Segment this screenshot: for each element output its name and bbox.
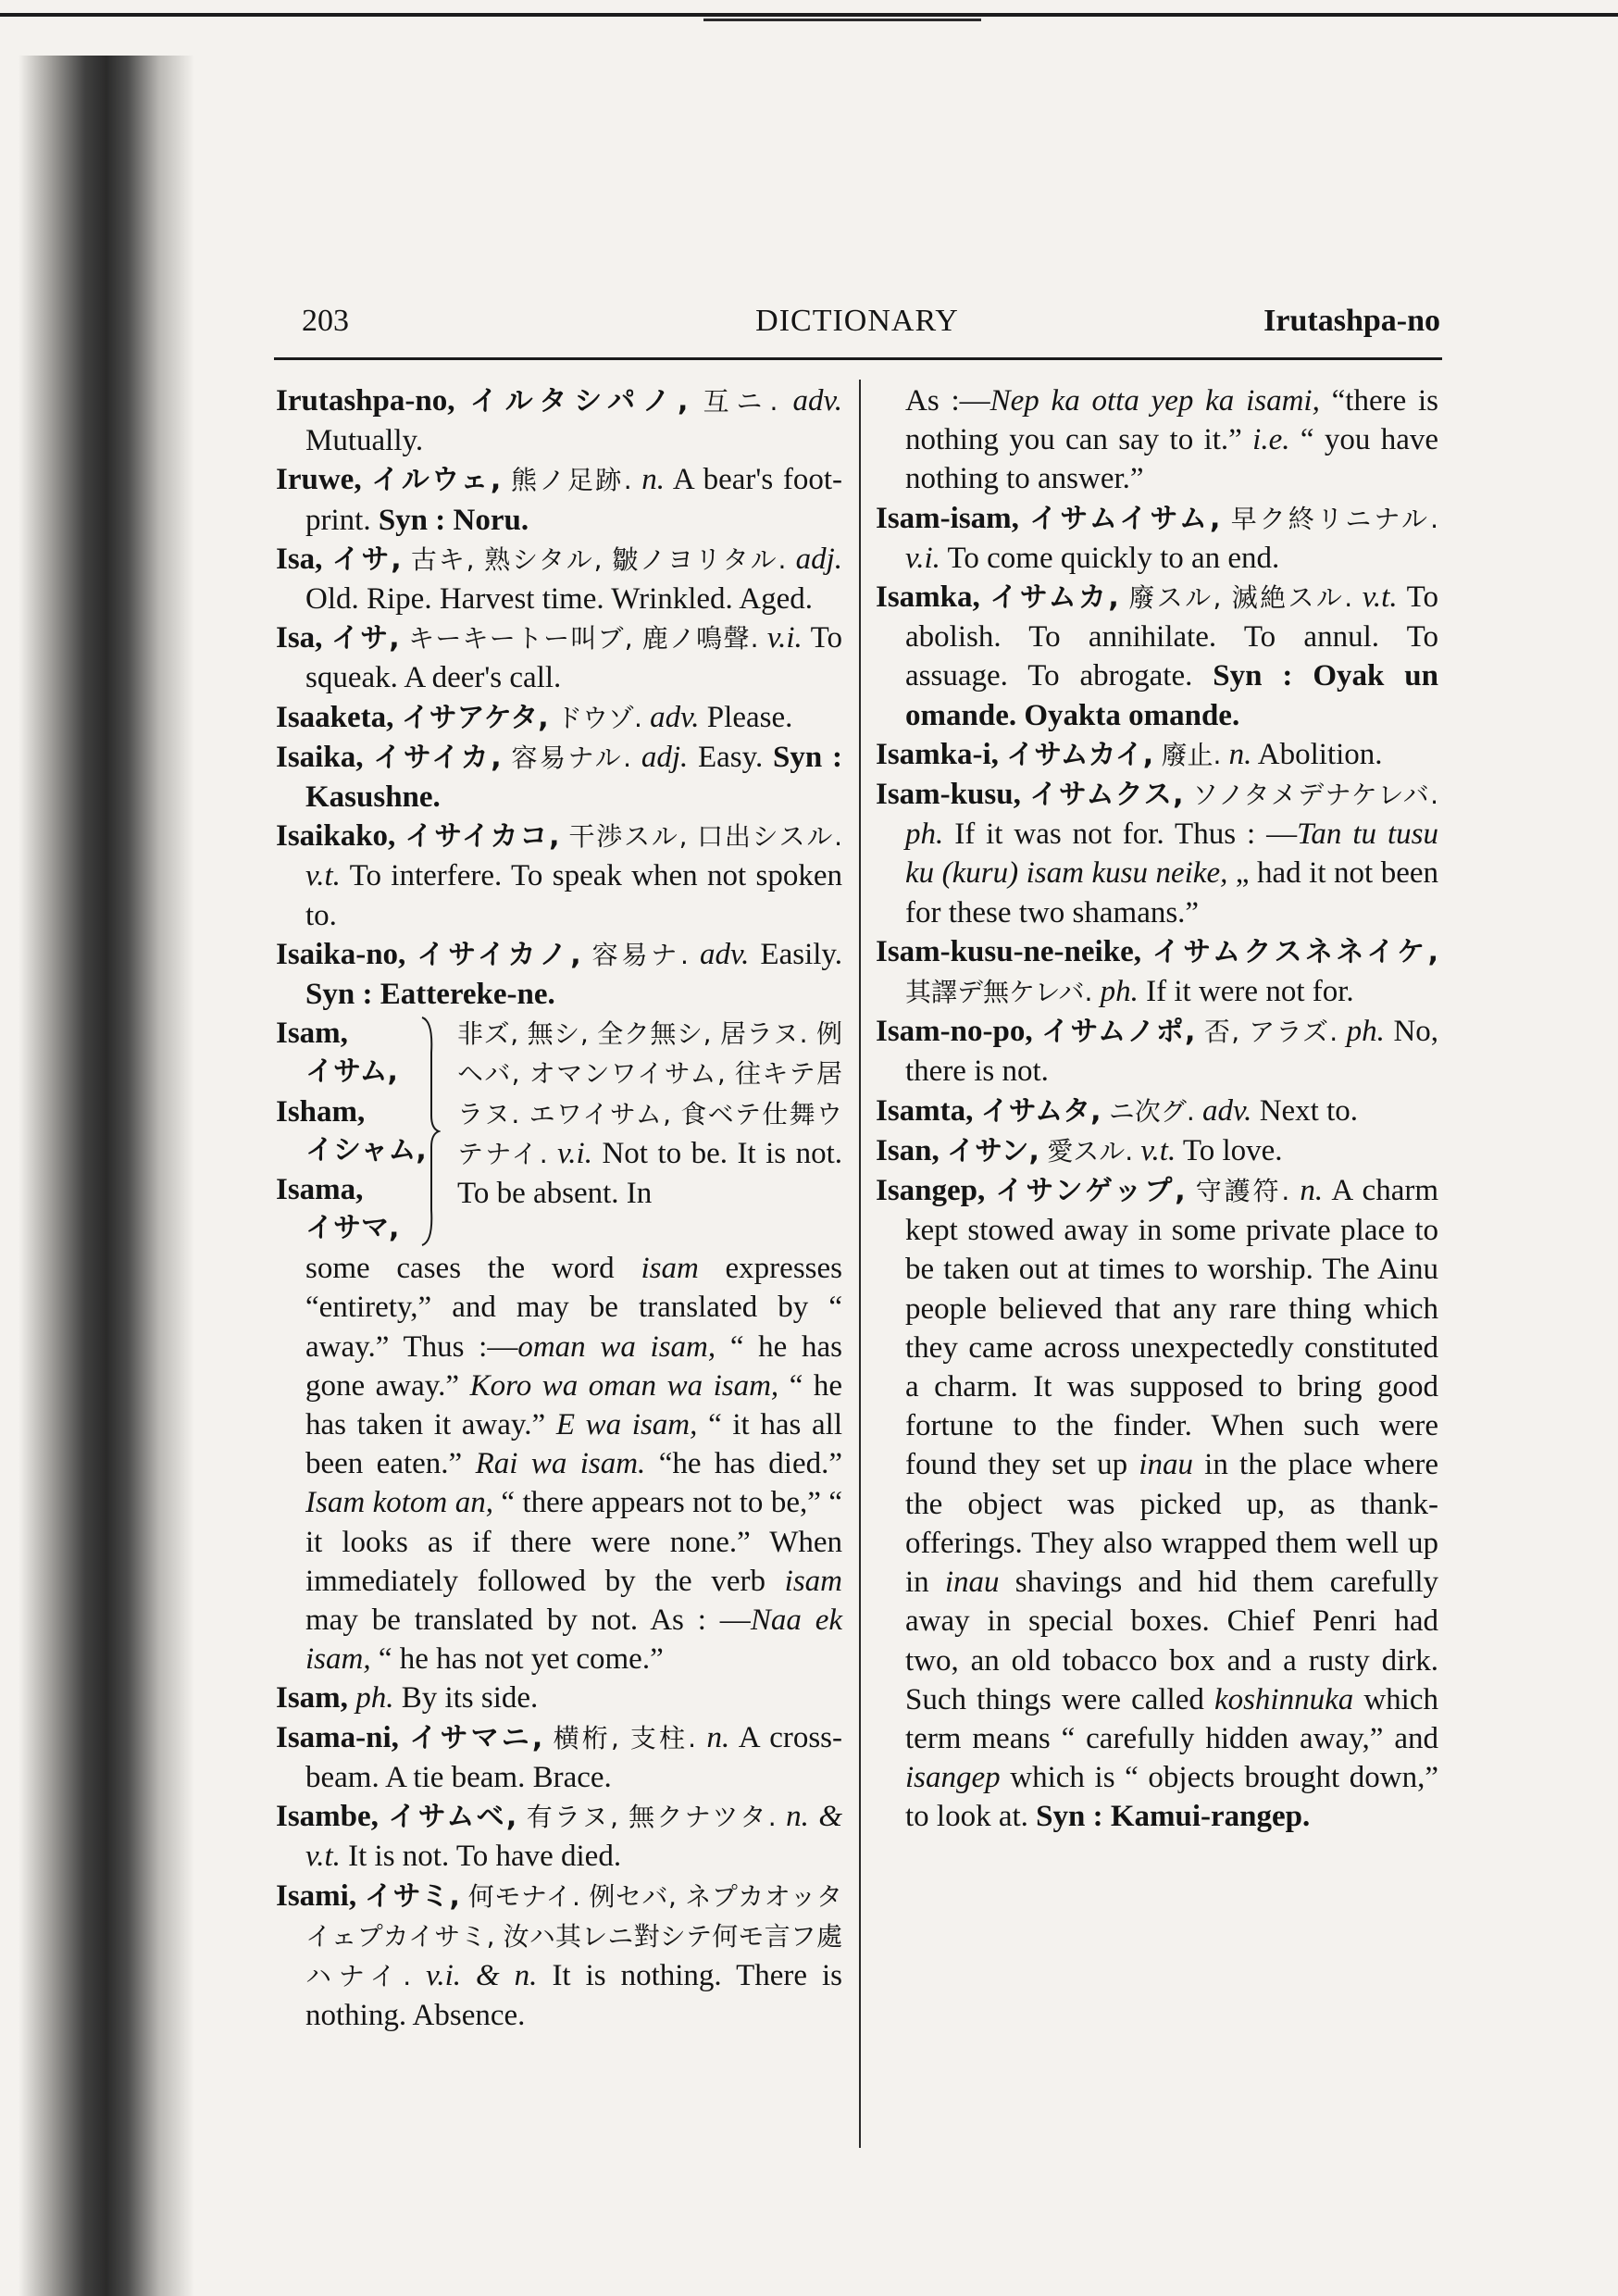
part-of-speech: ph. (355, 1681, 394, 1716)
headword: Isama-ni, (276, 1720, 399, 1754)
headword: Isamta, (876, 1093, 974, 1128)
part-of-speech: n. (1228, 737, 1252, 771)
japanese-gloss: ドウゾ. (555, 702, 642, 733)
top-edge-rule-fragment (703, 19, 981, 21)
example: Naa ek isam, (305, 1603, 842, 1677)
definition: It is not. To have died. (348, 1840, 622, 1874)
part-of-speech: ph. (905, 817, 944, 852)
entry-isam-continuation (276, 1249, 842, 1678)
example: Isam kotom an, (305, 1486, 493, 1520)
japanese-gloss: ソノタメデナケレバ. (1192, 780, 1439, 811)
entry-isaika-no (276, 935, 842, 1014)
definition: in the place where the object was picked up, as thank-offerings. They also wrapped them well up in (905, 1448, 1438, 1600)
synonym: Eattereke-ne. (380, 978, 555, 1012)
kana: イサムクスネネイケ, (1151, 935, 1438, 968)
entry-isami-continuation (876, 381, 1438, 499)
headword: Isam-kusu, (876, 778, 1021, 812)
definition: which is “ objects brought down,” to look at. (905, 1761, 1438, 1834)
entry-isam-kusu (876, 775, 1438, 932)
japanese-gloss: 古キ, 熟シタル, 皺ノヨリタル. (410, 543, 787, 575)
headword: Isaika-no, (276, 937, 406, 971)
example: Tan tu tusu ku (kuru) isam kusu neike, (905, 817, 1438, 891)
entry-isam-kusu-ne-neike (876, 932, 1438, 1012)
definition: A charm kept stowed away in some private place to be taken out at times to worship. The Ainu people believed that any rare thing which they came across unexpectedly constituted a charm. It was supposed to bring good fortune to the finder. When such were found they set up (905, 1174, 1438, 1482)
text: “ it has all been eaten.” (305, 1408, 843, 1481)
example: Rai wa isam. (475, 1447, 646, 1481)
synonym: Kasushne. (305, 780, 441, 815)
example: E wa isam, (555, 1408, 698, 1442)
kana: イサ, (330, 622, 400, 655)
part-of-speech: ph. (1346, 1015, 1385, 1049)
japanese-gloss: 否, アラズ. (1203, 1017, 1338, 1048)
grouped-headwords (276, 1014, 433, 1248)
definition: To squeak. A deer's call. (305, 621, 843, 695)
headword: Isamka-i, (876, 737, 999, 771)
definition: Not to be. It is not. To be absent. In (457, 1136, 843, 1211)
kana: イサミ, (364, 1879, 460, 1913)
definition: Mutually. (305, 424, 424, 458)
part-of-speech: v.t. (305, 859, 341, 893)
japanese-gloss: 熊ノ足跡. (510, 465, 632, 496)
text: may be translated by not. As : — (305, 1603, 751, 1638)
part-of-speech: adj. (641, 740, 689, 774)
headword: Isam, (276, 1017, 348, 1051)
kana: イサ, (331, 543, 402, 576)
example: Koro wa oman wa isam, (469, 1368, 779, 1403)
text: “he has died.” (645, 1447, 842, 1481)
japanese-gloss: 其譯デ無ケレバ. (905, 977, 1093, 1008)
definition: Please. (706, 700, 793, 734)
entry-isam-isam (876, 499, 1438, 578)
definition: which term means “ carefully hidden away,” and (905, 1682, 1438, 1755)
synonym: Oyak un omande. Oyakta omande. (905, 659, 1439, 732)
definition: To interfere. To speak when not spoken to. (305, 859, 842, 932)
headword: Isamka, (876, 580, 980, 615)
entry-isamka (876, 578, 1438, 735)
headword: Isangep, (876, 1174, 986, 1208)
headword: Isambe, (276, 1800, 379, 1834)
entry-isaaketa (276, 698, 842, 738)
catchword: Irutashpa-no (1263, 304, 1440, 338)
text: “ he has not yet come.” (370, 1642, 664, 1677)
synonym-label: Syn : (305, 978, 373, 1012)
entry-isa-old (276, 540, 842, 618)
headword: Isama, (276, 1173, 364, 1206)
japanese-gloss: 容易ナル. (511, 742, 632, 773)
japanese-gloss: 横桁, 支柱. (553, 1722, 697, 1753)
example: isam (641, 1252, 699, 1286)
japanese-gloss: 廢止. (1161, 739, 1222, 770)
definition: Next to. (1259, 1093, 1359, 1128)
page-header (274, 296, 1440, 352)
headword: Isaaketa, (276, 700, 394, 734)
headword: Isham, (276, 1094, 366, 1129)
part-of-speech: adv. (792, 384, 842, 418)
headword: Irutashpa-no, (276, 384, 455, 418)
definition: Old. Ripe. Harvest time. Wrinkled. Aged. (305, 582, 813, 617)
kana: イサムカ, (989, 581, 1119, 615)
left-column (276, 381, 842, 2035)
definition: A cross-beam. A tie beam. Brace. (305, 1720, 843, 1794)
definition: A bear's foot-print. (305, 463, 843, 537)
text: some cases the word (305, 1252, 641, 1286)
definition: It is nothing. There is nothing. Absence. (305, 1958, 843, 2033)
japanese-gloss: ニ次グ. (1108, 1095, 1195, 1127)
kana: イサムタ, (980, 1094, 1101, 1128)
kana: イルウェ, (371, 464, 502, 497)
kana: イサムクス, (1029, 779, 1184, 812)
example: koshinnuka (1214, 1682, 1354, 1716)
entry-group-isam (276, 1014, 842, 1249)
example: oman wa isam, (517, 1329, 716, 1364)
running-head: DICTIONARY (755, 304, 959, 338)
entry-isa-squeak (276, 618, 842, 697)
japanese-gloss: キーキートー叫ブ, 鹿ノ鳴聲. (408, 623, 759, 655)
japanese-gloss: 守護符. (1195, 1176, 1290, 1207)
kana: イサマニ, (409, 1721, 543, 1754)
text: “ he has taken it away.” (305, 1368, 843, 1442)
definition: „ had it not been for these two shamans.” (905, 856, 1439, 930)
japanese-gloss: 愛スル. (1047, 1135, 1134, 1167)
definition: To come quickly to an end. (947, 541, 1280, 575)
kana: イルタシパノ, (469, 385, 689, 418)
kana: イサイカノ, (417, 938, 581, 971)
definition: To abolish. To annihilate. To annul. To assuage. To abrogate. (905, 580, 1438, 693)
example: inau (944, 1566, 1000, 1600)
grouping-brace (418, 1016, 441, 1247)
synonym-label: Syn : (773, 740, 842, 774)
part-of-speech: v.i. (766, 621, 803, 655)
entry-isamka-i (876, 735, 1438, 775)
kana: イサムノポ, (1041, 1016, 1196, 1049)
synonym: Noru. (453, 503, 529, 537)
part-of-speech: v.t. (1362, 580, 1398, 615)
headword: Isam, (276, 1681, 348, 1716)
definition: If it was not for. Thus : — (954, 817, 1298, 852)
entry-isama-ni (276, 1718, 842, 1797)
japanese-gloss: 容易ナ. (591, 939, 689, 970)
headword: Isaikako, (276, 819, 396, 854)
top-edge-rule (0, 13, 1618, 17)
entry-isaika (276, 738, 842, 817)
kana: イサンゲップ, (995, 1175, 1186, 1208)
example: Nep ka otta yep ka isami, (989, 384, 1320, 418)
kana: イサン, (947, 1134, 1039, 1167)
part-of-speech: ph. (1100, 975, 1139, 1009)
japanese-gloss: 非ズ, 無シ, 全ク無シ, 居ラヌ. 例ヘバ, オマンワイサム, 往キテ居ラヌ. エワイサム, 食ベテ仕舞ウテナイ. (457, 1018, 842, 1169)
part-of-speech: adj. (795, 542, 843, 576)
headword: Iruwe, (276, 463, 362, 497)
headword: Isan, (876, 1133, 940, 1167)
page-binding-shadow (19, 56, 194, 2296)
part-of-speech: n. (641, 463, 666, 497)
headword: Isam-no-po, (876, 1015, 1033, 1049)
part-of-speech: adv. (1201, 1093, 1252, 1128)
japanese-gloss: 干渉スル, 口出シスル. (568, 821, 843, 853)
part-of-speech: adv. (699, 937, 750, 971)
example: isangep (905, 1761, 1001, 1795)
text: “ he has gone away.” (305, 1329, 842, 1403)
part-of-speech: n. & v.t. (305, 1800, 843, 1874)
definition: shavings and hid them carefully away in special boxes. Chief Penri had two, an old tobacco box and a rusty dirk. Such things were called (905, 1566, 1438, 1716)
entry-isangep (876, 1171, 1438, 1836)
kana: イサイカ, (373, 741, 502, 774)
kana: イサマ, (305, 1212, 400, 1245)
definition: To love. (1182, 1133, 1283, 1167)
kana: イサムカイ, (1006, 738, 1154, 771)
kana: イサム, (305, 1055, 398, 1089)
entry-isam-no-po (876, 1012, 1438, 1091)
japanese-gloss: 互ニ. (703, 386, 778, 417)
japanese-gloss: 何モナイ. 例セバ, ネプカオッタイェプカイサミ, 汝ハ其レニ對シテ何モ言フ處ハナイ. (305, 1880, 843, 1991)
entry-isaikako (276, 817, 842, 935)
kana: イサムベ, (388, 1801, 517, 1834)
part-of-speech: n. (706, 1720, 730, 1754)
headword: Isam-kusu-ne-neike, (876, 934, 1141, 968)
definition: Easy. (698, 740, 764, 774)
kana: イサイカコ, (404, 820, 560, 854)
header-rule (274, 357, 1442, 360)
entry-isamta (876, 1092, 1438, 1131)
entry-iruwe (276, 460, 842, 539)
headword: Isa, (276, 542, 323, 576)
text: As :— (905, 384, 990, 418)
kana: イサムイサム, (1029, 502, 1221, 535)
entry-isami (276, 1877, 842, 2036)
definition: By its side. (401, 1681, 539, 1716)
text: expresses “entirety,” and may be translated by “ away.” Thus :— (305, 1252, 842, 1364)
japanese-gloss: 早ク終リニナル. (1230, 503, 1439, 534)
entry-isan (876, 1131, 1438, 1171)
entry-isam-side (276, 1678, 842, 1717)
right-column (876, 381, 1438, 1837)
example: inau (1139, 1448, 1193, 1482)
synonym-label: Syn : (1036, 1800, 1103, 1834)
definition: Abolition. (1257, 737, 1383, 771)
part-of-speech: adv. (650, 700, 700, 734)
column-divider (859, 380, 861, 2148)
part-of-speech: v.i. & n. (426, 1958, 538, 1992)
entry-irutashpa-no (276, 381, 842, 460)
grouped-definition (457, 1014, 842, 1213)
definition: If it were not for. (1146, 975, 1354, 1009)
synonym-label: Syn : (378, 503, 446, 537)
part-of-speech: v.t. (1140, 1133, 1176, 1167)
page-number: 203 (302, 304, 349, 338)
japanese-gloss: 有ラヌ, 無クナツタ. (526, 1802, 777, 1833)
synonym-label: Syn : (1213, 659, 1293, 693)
part-of-speech: v.i. (557, 1136, 592, 1170)
headword: Isaika, (276, 740, 364, 774)
text: “ you have nothing to answer.” (905, 423, 1438, 496)
abbreviation: i.e. (1252, 423, 1290, 457)
part-of-speech: n. (1300, 1174, 1324, 1208)
text: “ there appears not to be,” “ it looks as if there were none.” When immediately followed by the verb (305, 1486, 843, 1598)
headword: Isam-isam, (876, 501, 1019, 535)
kana: イサアケタ, (401, 701, 549, 734)
text: “there is nothing you can say to it.” (905, 384, 1439, 457)
definition: Easily. (760, 937, 843, 971)
part-of-speech: v.i. (905, 541, 940, 575)
kana: イシャム, (305, 1133, 427, 1167)
example: isam (784, 1564, 842, 1598)
synonym: Kamui-rangep. (1110, 1800, 1311, 1834)
japanese-gloss: 廢スル, 滅絶スル. (1128, 582, 1353, 614)
definition: No, there is not. (905, 1015, 1439, 1089)
headword: Isa, (276, 621, 323, 655)
entry-isambe (276, 1797, 842, 1876)
headword: Isami, (276, 1878, 357, 1913)
